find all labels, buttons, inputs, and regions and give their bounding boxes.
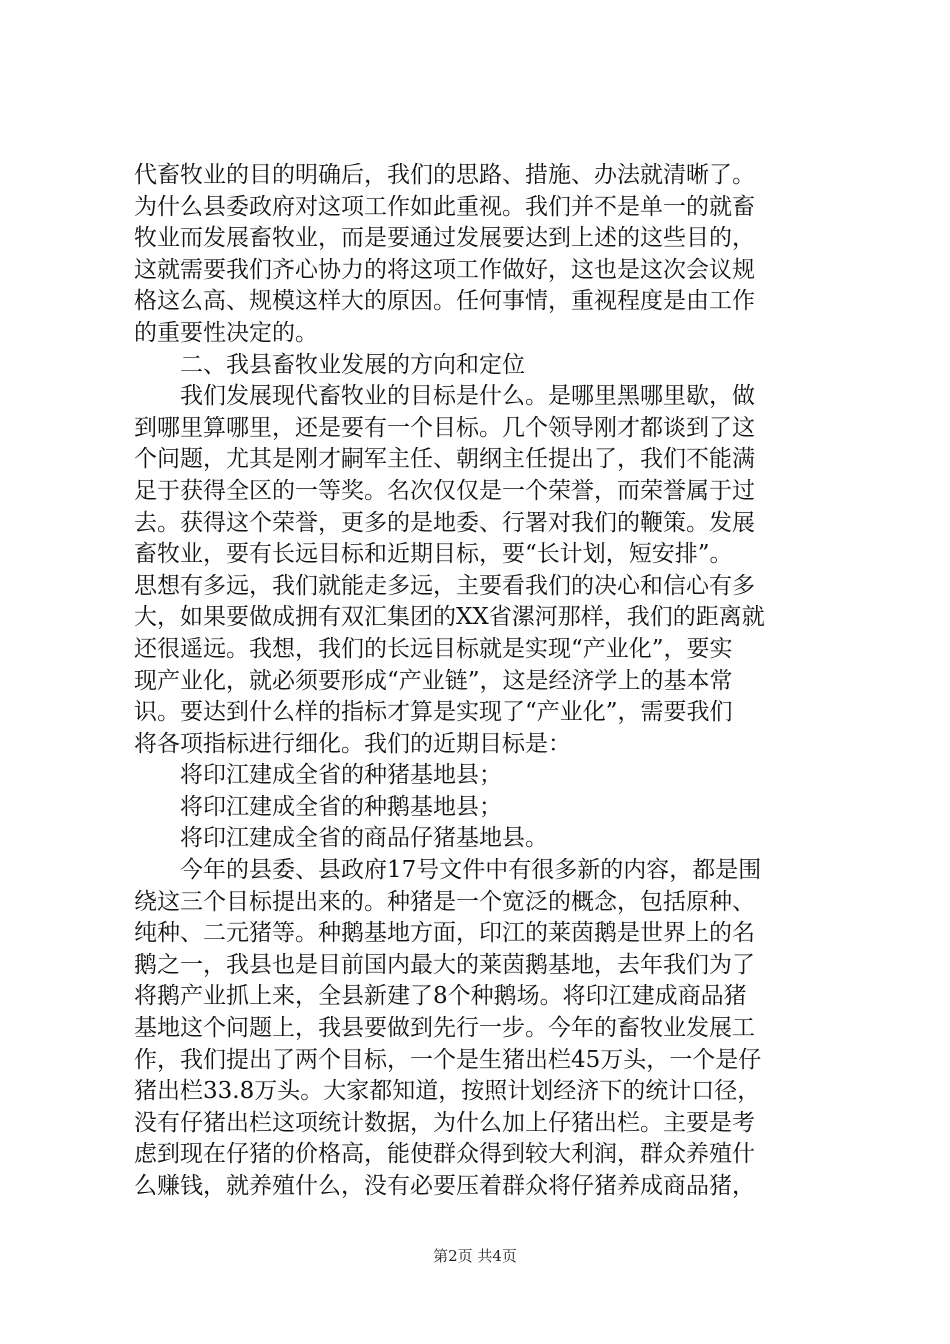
text-line: 去。获得这个荣誉，更多的是地委、行署对我们的鞭策。发展 xyxy=(134,509,755,536)
section-heading: 二、我县畜牧业发展的方向和定位 xyxy=(134,351,525,378)
text-line: 这就需要我们齐心协力的将这项工作做好，这也是这次会议规 xyxy=(134,256,755,283)
goal-item: 将印江建成全省的种猪基地县； xyxy=(134,762,502,789)
text-line: 格这么高、规模这样大的原因。任何事情，重视程度是由工作 xyxy=(134,288,755,315)
text-line: 么赚钱，就养殖什么，没有必要压着群众将仔猪养成商品猪， xyxy=(134,1173,755,1199)
text-line: 绕这三个目标提出来的。种猪是一个宽泛的概念，包括原种、 xyxy=(134,888,755,915)
text-line: 代畜牧业的目的明确后，我们的思路、措施、办法就清晰了。 xyxy=(134,162,755,188)
text-line: 基地这个问题上，我县要做到先行一步。今年的畜牧业发展工 xyxy=(134,1015,755,1042)
text-line: 足于获得全区的一等奖。名次仅仅是一个荣誉，而荣誉属于过 xyxy=(134,477,755,504)
text-line: 为什么县委政府对这项工作如此重视。我们并不是单一的就畜 xyxy=(134,193,755,220)
text-line: 纯种、二元猪等。种鹅基地方面，印江的莱茵鹅是世界上的名 xyxy=(134,920,755,947)
text-line: 今年的县委、县政府17号文件中有很多新的内容，都是围 xyxy=(134,857,762,884)
text-line: 到哪里算哪里，还是要有一个目标。几个领导刚才都谈到了这 xyxy=(134,414,755,441)
document-body xyxy=(134,160,834,1203)
text-line: 虑到现在仔猪的价格高，能使群众得到较大利润，群众养殖什 xyxy=(134,1141,755,1168)
text-line: 没有仔猪出栏这项统计数据，为什么加上仔猪出栏。主要是考 xyxy=(134,1109,755,1136)
text-line: 畜牧业，要有长远目标和近期目标，要“长计划，短安排”。 xyxy=(134,541,733,568)
text-line: 思想有多远，我们就能走多远，主要看我们的决心和信心有多 xyxy=(134,572,755,599)
text-line: 猪出栏33.8万头。大家都知道，按照计划经济下的统计口径， xyxy=(134,1078,761,1105)
text-line: 将鹅产业抓上来，全县新建了8个种鹅场。将印江建成商品猪 xyxy=(134,983,747,1010)
page-footer: 第2页 共4页 xyxy=(433,1247,517,1265)
text-line: 作，我们提出了两个目标，一个是生猪出栏45万头，一个是仔 xyxy=(134,1046,762,1073)
text-line: 牧业而发展畜牧业，而是要通过发展要达到上述的这些目的， xyxy=(134,225,755,252)
text-line: 现产业化，就必须要形成“产业链”，这是经济学上的基本常 xyxy=(134,667,733,694)
text-line: 还很遥远。我想，我们的长远目标就是实现“产业化”，要实 xyxy=(134,635,733,662)
text-line: 大，如果要做成拥有双汇集团的XX省漯河那样，我们的距离就 xyxy=(134,604,765,631)
text-line: 个问题，尤其是刚才嗣军主任、朝纲主任提出了，我们不能满 xyxy=(134,446,755,473)
text-line: 的重要性决定的。 xyxy=(134,319,318,346)
text-line: 鹅之一，我县也是目前国内最大的莱茵鹅基地，去年我们为了 xyxy=(134,951,755,978)
text-line: 将各项指标进行细化。我们的近期目标是： xyxy=(134,730,571,757)
goal-item: 将印江建成全省的商品仔猪基地县。 xyxy=(134,825,548,852)
goal-item: 将印江建成全省的种鹅基地县； xyxy=(134,793,502,820)
text-line: 我们发展现代畜牧业的目标是什么。是哪里黑哪里歇，做 xyxy=(134,383,755,410)
text-line: 识。要达到什么样的指标才算是实现了“产业化”，需要我们 xyxy=(134,699,733,726)
